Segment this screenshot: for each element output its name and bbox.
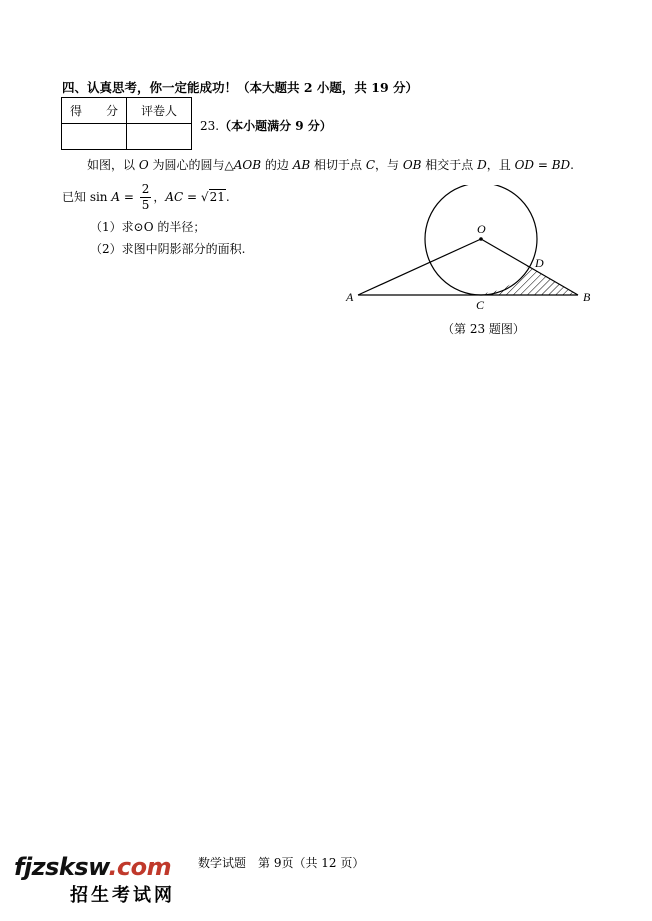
score-cell (62, 124, 127, 150)
sqrt-radicand: 21 (209, 190, 225, 204)
sub-question-2: （2）求图中阴影部分的面积. (90, 242, 246, 256)
label-c: C (476, 298, 485, 312)
logo-main-text: fjzsksw (14, 853, 109, 881)
site-logo (14, 853, 171, 881)
fraction: $\frac{2}{5}$ (141, 182, 150, 212)
figure-caption: （第 23 题图） (442, 322, 525, 336)
label-b: B (583, 290, 591, 304)
label-d: D (535, 256, 544, 270)
logo-domain-text: .com (108, 853, 172, 881)
score-table (61, 97, 192, 150)
page-footer: 数学试题 第 9页（共 12 页） (198, 856, 365, 870)
section-title: 四、认真思考，你一定能成功！（本大题共 2 小题，共 19 分） (62, 80, 419, 95)
logo-subtitle: 招生考试网 (70, 885, 175, 906)
question-header (200, 117, 332, 134)
grader-cell (127, 124, 192, 150)
score-header: 得 分 (62, 98, 127, 124)
question-paragraph-2: 已知 sin A = $\frac{2}{5}$ ，AC = √21. (62, 182, 230, 212)
sub-question-1: （1）求⊙O 的半径； (90, 220, 206, 234)
grader-header: 评卷人 (127, 98, 192, 124)
question-number: 23. (200, 119, 220, 133)
center-point (479, 237, 483, 241)
label-o: O (477, 222, 486, 236)
geometry-figure (340, 185, 610, 315)
label-a: A (346, 290, 354, 304)
question-paragraph-1: 如图，以 O 为圆心的圆与△AOB 的边 AB 相切于点 C，与 OB 相交于点 D，且 OD = BD. (87, 158, 574, 172)
question-points: （本小题满分 9 分） (219, 119, 332, 133)
segment-oa (358, 239, 481, 295)
